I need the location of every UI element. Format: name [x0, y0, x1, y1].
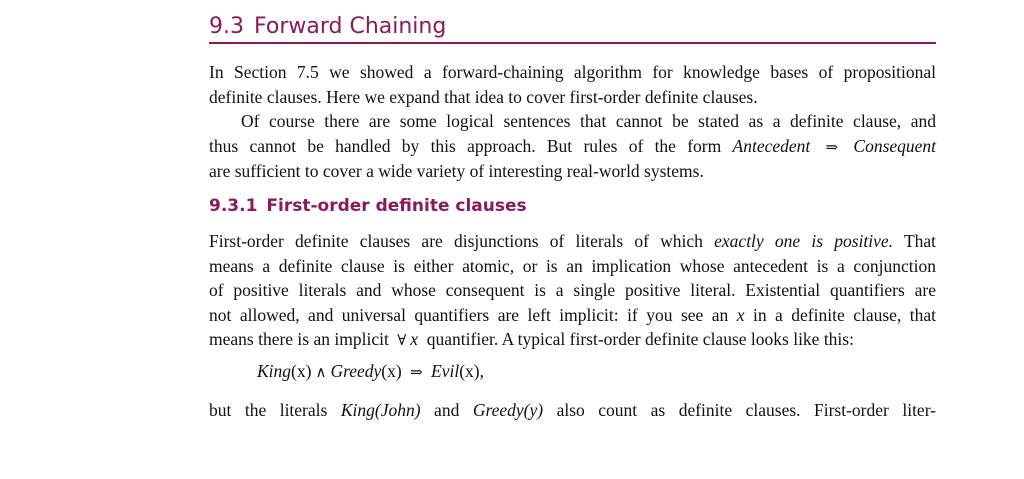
definite-clauses-paragraph: [209, 229, 936, 353]
section-heading: [209, 13, 446, 41]
subsection-number: 9.3.1: [209, 196, 258, 216]
para2-line-2: [209, 134, 936, 160]
para4-text-end: also count as definite clauses. First-order liter-: [556, 400, 937, 420]
para4-text-start: but the literals: [209, 400, 328, 420]
forall-variable: x: [410, 329, 419, 349]
intro-line-1: In Section 7.5 we showed a forward-chaining algorithm for knowledge bases of propositional: [209, 62, 936, 82]
exactly-one-positive-emphasis: exactly one is positive.: [714, 231, 894, 251]
closing-paragraph: [209, 398, 936, 423]
para3-line-5: [209, 327, 936, 353]
subsection-title: First-order definite clauses: [266, 196, 527, 216]
formula-evil-arg: (x): [459, 361, 480, 381]
example-formula: [257, 358, 484, 385]
para4-line-1: [209, 398, 936, 423]
formula-greedy-arg: (x): [381, 361, 402, 381]
para3-line-1: [209, 229, 936, 254]
para3-line-1-end: That: [903, 231, 937, 251]
para3-line-4: [209, 303, 936, 328]
forall-symbol: ∀: [397, 331, 407, 349]
para4-y: (y): [523, 400, 544, 420]
formula-comma: ,: [479, 361, 484, 381]
formula-implies-symbol: ⇒: [410, 363, 423, 381]
para4-king: King: [340, 400, 375, 420]
para2-line-1: Of course there are some logical sentences that cannot be stated as a definite clause, and: [241, 111, 936, 131]
para4-john: (John): [374, 400, 421, 420]
para3-line-5-end: quantifier. A typical first-order definite clause looks like this:: [426, 329, 854, 349]
para3-line-1-text: First-order definite clauses are disjunctions of literals of which: [209, 231, 703, 251]
formula-greedy: Greedy: [330, 361, 382, 381]
para3-line-4-end: in a definite clause, that: [752, 304, 937, 325]
formula-king-arg-text: (x): [291, 361, 312, 381]
para3-line-2: means a definite clause is either atomic, or is an implication whose antecedent is a conjunction: [209, 255, 936, 276]
heading-rule: [209, 42, 936, 44]
para3-line-5-text: means there is an implicit: [209, 329, 389, 349]
conjunction-symbol: ∧: [315, 363, 327, 381]
para3-line-4-text: not allowed, and universal quantifiers are left implicit: if you see an: [209, 304, 729, 325]
variable-x: x: [736, 304, 745, 325]
consequent-term: Consequent: [853, 135, 937, 156]
intro-paragraph: [209, 60, 936, 109]
para3-line-3: of positive literals and whose consequent is a single positive literal. Existential quantifiers are: [209, 280, 936, 300]
para4-and: and: [434, 400, 460, 420]
section-number: 9.3: [209, 14, 244, 39]
implies-symbol: ⇒: [825, 137, 839, 156]
formula-evil: Evil: [431, 361, 460, 381]
section-title: Forward Chaining: [254, 14, 447, 39]
para4-greedy: Greedy: [472, 400, 524, 420]
antecedent-term: Antecedent: [732, 135, 811, 156]
subsection-heading: [209, 194, 527, 218]
para2-line-3: are sufficient to cover a wide variety of interesting real-world systems.: [209, 161, 704, 181]
formula-king-arg: [291, 361, 311, 381]
para2-line-2-text: thus cannot be handled by this approach. But rules of the form: [209, 135, 722, 156]
intro-line-2: definite clauses. Here we expand that idea to cover first-order definite clauses.: [209, 86, 758, 107]
second-paragraph: [209, 109, 936, 184]
formula-king: King: [257, 361, 292, 381]
